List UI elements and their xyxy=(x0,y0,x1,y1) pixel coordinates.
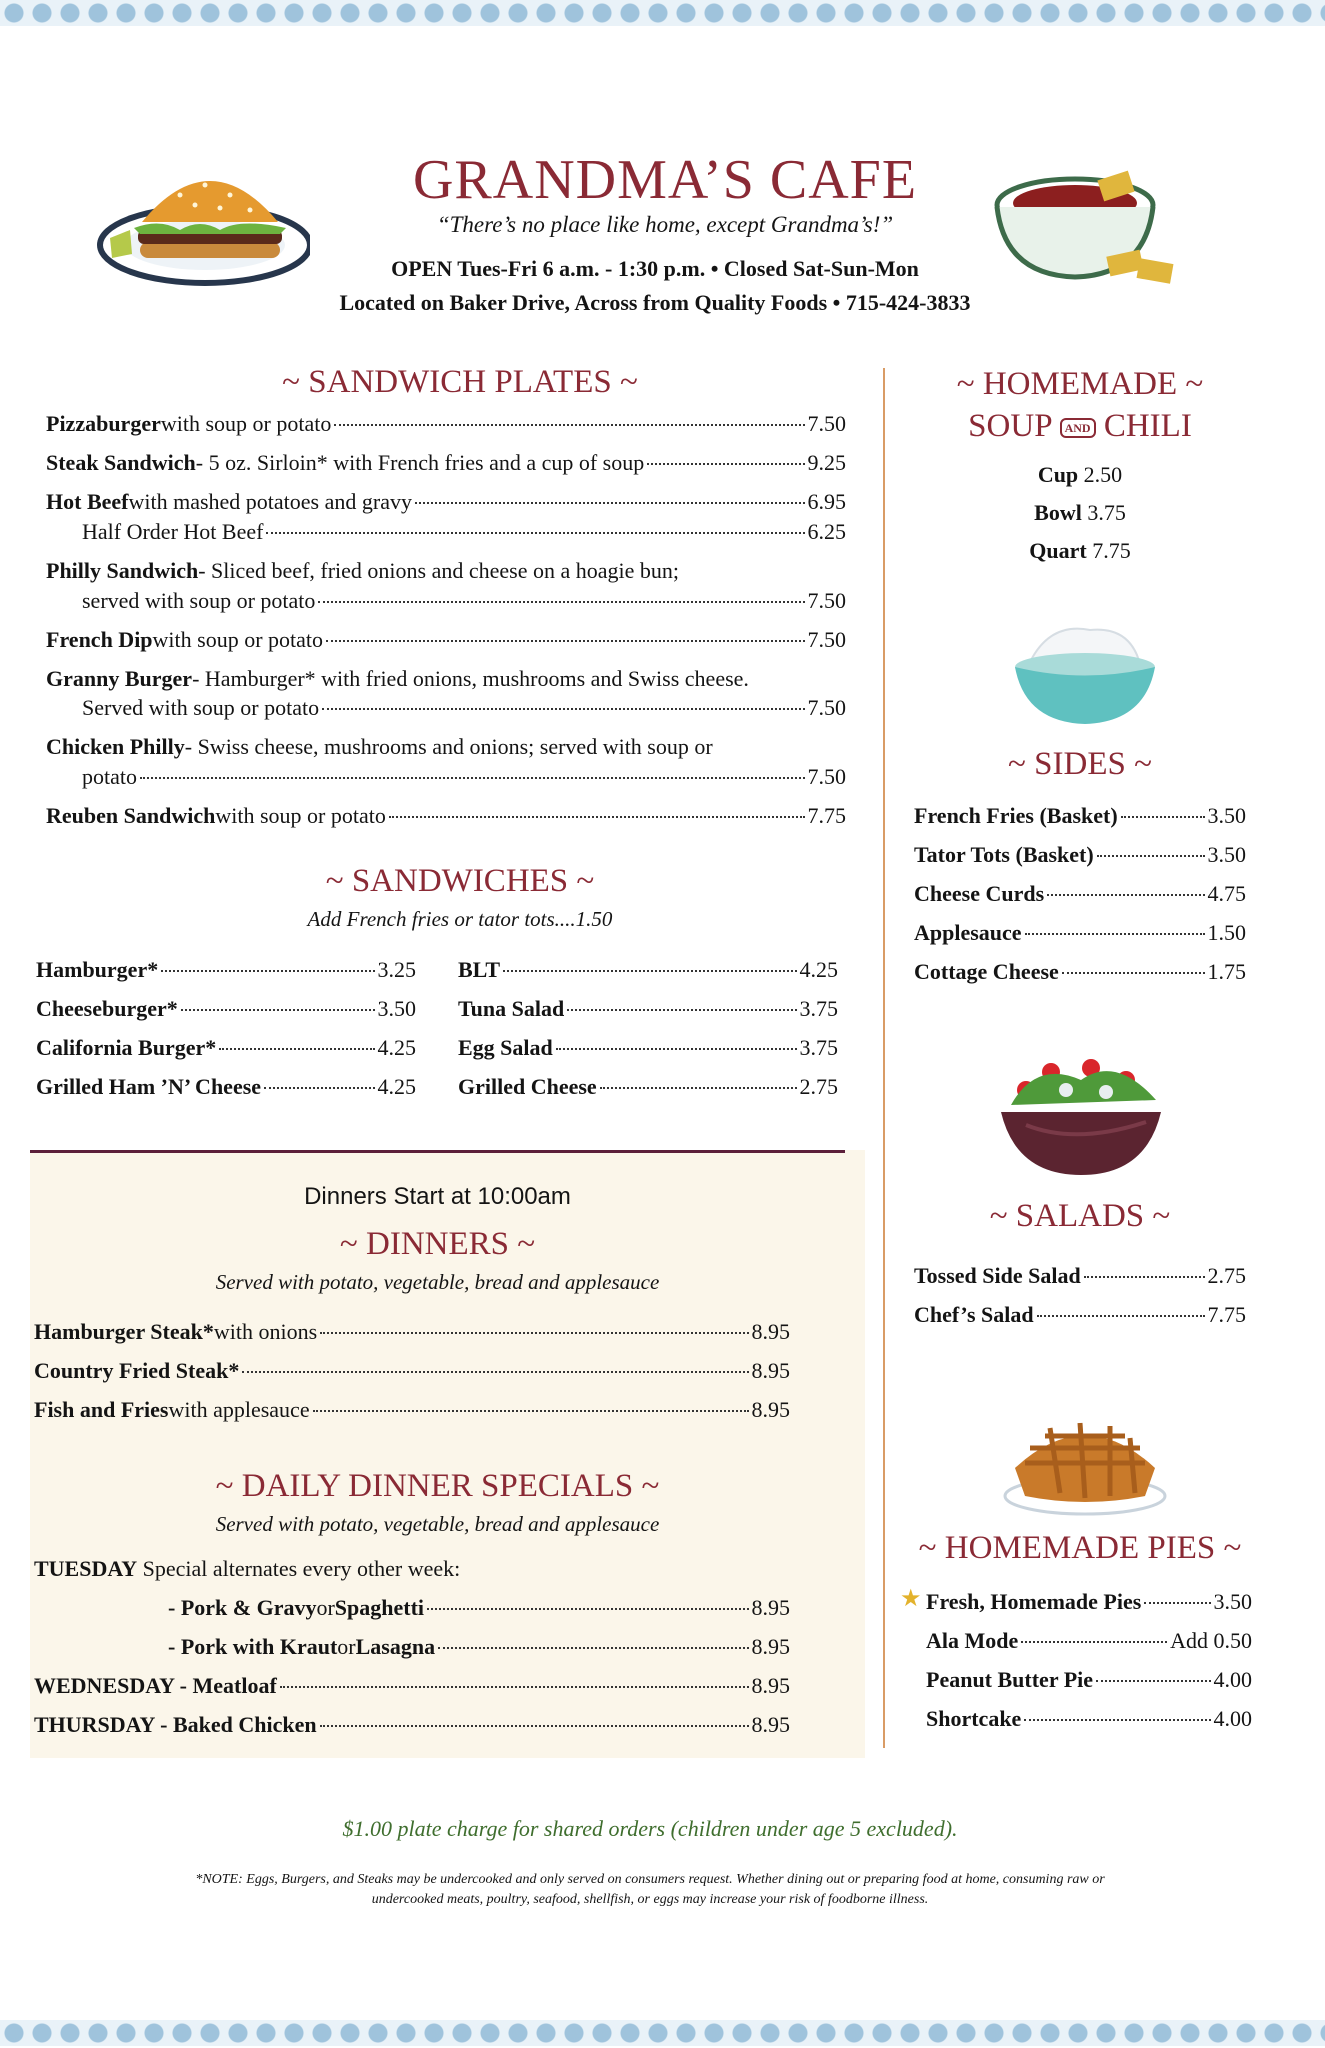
menu-item-california-burger: California Burger* 4.25 xyxy=(36,1035,416,1060)
pie-ala-mode: Ala Mode Add 0.50 xyxy=(926,1628,1252,1653)
dinners-subtitle: Served with potato, vegetable, bread and applesauce xyxy=(215,1270,660,1294)
tuesday-option-2: - Pork with Kraut or Lasagna 8.95 xyxy=(168,1634,790,1659)
pies-heading: ~ HOMEMADE PIES ~ xyxy=(918,1530,1242,1566)
sandwich-plates-heading: ~ SANDWICH PLATES ~ xyxy=(282,364,638,400)
soup-heading-line2: SOUP AND CHILI xyxy=(968,408,1192,444)
menu-item-hamburger-steak: Hamburger Steak* with onions 8.95 xyxy=(34,1319,790,1344)
pie-shortcake: Shortcake 4.00 xyxy=(926,1706,1252,1731)
side-cheese-curds: Cheese Curds 4.75 xyxy=(914,881,1246,906)
menu-item-half-hot-beef: Half Order Hot Beef 6.25 xyxy=(82,519,846,544)
hours-text: OPEN Tues-Fri 6 a.m. - 1:30 p.m. • Closed Sat-Sun-Mon xyxy=(391,256,919,281)
menu-item-pizzaburger: Pizzaburger with soup or potato 7.50 xyxy=(46,411,846,436)
tuesday-option-1: - Pork & Gravy or Spaghetti 8.95 xyxy=(168,1595,790,1620)
menu-item-blt: BLT 4.25 xyxy=(458,957,838,982)
menu-item-steak-sandwich: Steak Sandwich - 5 oz. Sirloin* with French fries and a cup of soup 9.25 xyxy=(46,450,846,475)
and-badge: AND xyxy=(1060,418,1096,438)
column-divider xyxy=(883,368,885,1748)
star-icon: ★ xyxy=(900,1586,922,1612)
cafe-title: GRANDMA’S CAFE xyxy=(412,149,918,211)
menu-item-hot-beef: Hot Beef with mashed potatoes and gravy 6.95 xyxy=(46,489,846,514)
salads-heading: ~ SALADS ~ xyxy=(989,1198,1171,1234)
dinner-divider xyxy=(30,1150,845,1153)
daily-specials-heading: ~ DAILY DINNER SPECIALS ~ xyxy=(215,1468,660,1504)
soup-bowl: Bowl 3.75 xyxy=(1034,500,1126,525)
side-cottage-cheese: Cottage Cheese 1.75 xyxy=(914,959,1246,984)
menu-item-granny-burger: Granny Burger - Hamburger* with fried onions, mushrooms and Swiss cheese. xyxy=(46,666,749,691)
menu-item-hamburger: Hamburger* 3.25 xyxy=(36,957,416,982)
side-tator-tots: Tator Tots (Basket) 3.50 xyxy=(914,842,1246,867)
menu-item-cheeseburger: Cheeseburger* 3.50 xyxy=(36,996,416,1021)
sandwiches-subtitle: Add French fries or tator tots....1.50 xyxy=(307,907,613,931)
menu-item-grilled-ham-n-cheese: Grilled Ham ’N’ Cheese 4.25 xyxy=(36,1074,416,1099)
menu-item-philly-sandwich: Philly Sandwich - Sliced beef, fried onions and cheese on a hoagie bun; xyxy=(46,558,679,583)
menu-item-fish-and-fries: Fish and Fries with applesauce 8.95 xyxy=(34,1397,790,1422)
daily-specials-subtitle: Served with potato, vegetable, bread and applesauce xyxy=(215,1512,660,1536)
menu-item-country-fried-steak: Country Fried Steak* 8.95 xyxy=(34,1358,790,1383)
food-safety-note: *NOTE: Eggs, Burgers, and Steaks may be undercooked and only served on consumers request. Whether dining out or preparing food at home, consuming raw or undercooked meats, poultry, seafood, shellfish, or eggs may increase your risk of foodborne illness. xyxy=(195,1872,1105,1907)
thursday-special: THURSDAY - Baked Chicken 8.95 xyxy=(34,1712,790,1737)
dinners-start-time: Dinners Start at 10:00am xyxy=(304,1183,571,1210)
menu-item-egg-salad: Egg Salad 3.75 xyxy=(458,1035,838,1060)
plate-charge-note: $1.00 plate charge for shared orders (children under age 5 excluded). xyxy=(342,1816,958,1841)
tuesday-row: TUESDAY Special alternates every other week: xyxy=(34,1556,461,1581)
menu-item-chicken-philly: Chicken Philly - Swiss cheese, mushrooms and onions; served with soup or xyxy=(46,734,713,759)
cottage-cheese-bowl-icon xyxy=(1010,622,1160,732)
menu-item-tuna-salad: Tuna Salad 3.75 xyxy=(458,996,838,1021)
pie-peanut-butter: Peanut Butter Pie 4.00 xyxy=(926,1667,1252,1692)
menu-item-french-dip: French Dip with soup or potato 7.50 xyxy=(46,627,846,652)
tagline: “There’s no place like home, except Grandma’s!” xyxy=(436,212,894,237)
sides-heading: ~ SIDES ~ xyxy=(1008,746,1152,782)
soup-quart: Quart 7.75 xyxy=(1029,538,1131,563)
bottom-border xyxy=(0,2020,1325,2046)
salad-tossed-side: Tossed Side Salad 2.75 xyxy=(914,1263,1246,1288)
location-text: Located on Baker Drive, Across from Quality Foods • 715-424-3833 xyxy=(339,290,971,315)
soup-heading-line1: ~ HOMEMADE ~ xyxy=(956,366,1204,402)
sandwiches-heading: ~ SANDWICHES ~ xyxy=(325,863,595,899)
salad-bowl-icon xyxy=(996,1050,1166,1180)
soup-cup: Cup 2.50 xyxy=(1037,462,1123,487)
menu-item-chicken-philly-cont: potato 7.50 xyxy=(82,764,846,789)
dinners-heading: ~ DINNERS ~ xyxy=(339,1226,536,1262)
pie-icon xyxy=(1000,1408,1170,1518)
side-french-fries: French Fries (Basket) 3.50 xyxy=(914,803,1246,828)
top-border xyxy=(0,0,1325,26)
side-applesauce: Applesauce 1.50 xyxy=(914,920,1246,945)
menu-item-grilled-cheese: Grilled Cheese 2.75 xyxy=(458,1074,838,1099)
pie-fresh-homemade: Fresh, Homemade Pies 3.50 xyxy=(926,1589,1252,1614)
menu-item-granny-burger-cont: Served with soup or potato 7.50 xyxy=(82,695,846,720)
salad-chefs: Chef’s Salad 7.75 xyxy=(914,1302,1246,1327)
menu-item-philly-sandwich-cont: served with soup or potato 7.50 xyxy=(82,588,846,613)
menu-item-reuben-sandwich: Reuben Sandwich with soup or potato 7.75 xyxy=(46,803,846,828)
wednesday-special: WEDNESDAY - Meatloaf 8.95 xyxy=(34,1673,790,1698)
